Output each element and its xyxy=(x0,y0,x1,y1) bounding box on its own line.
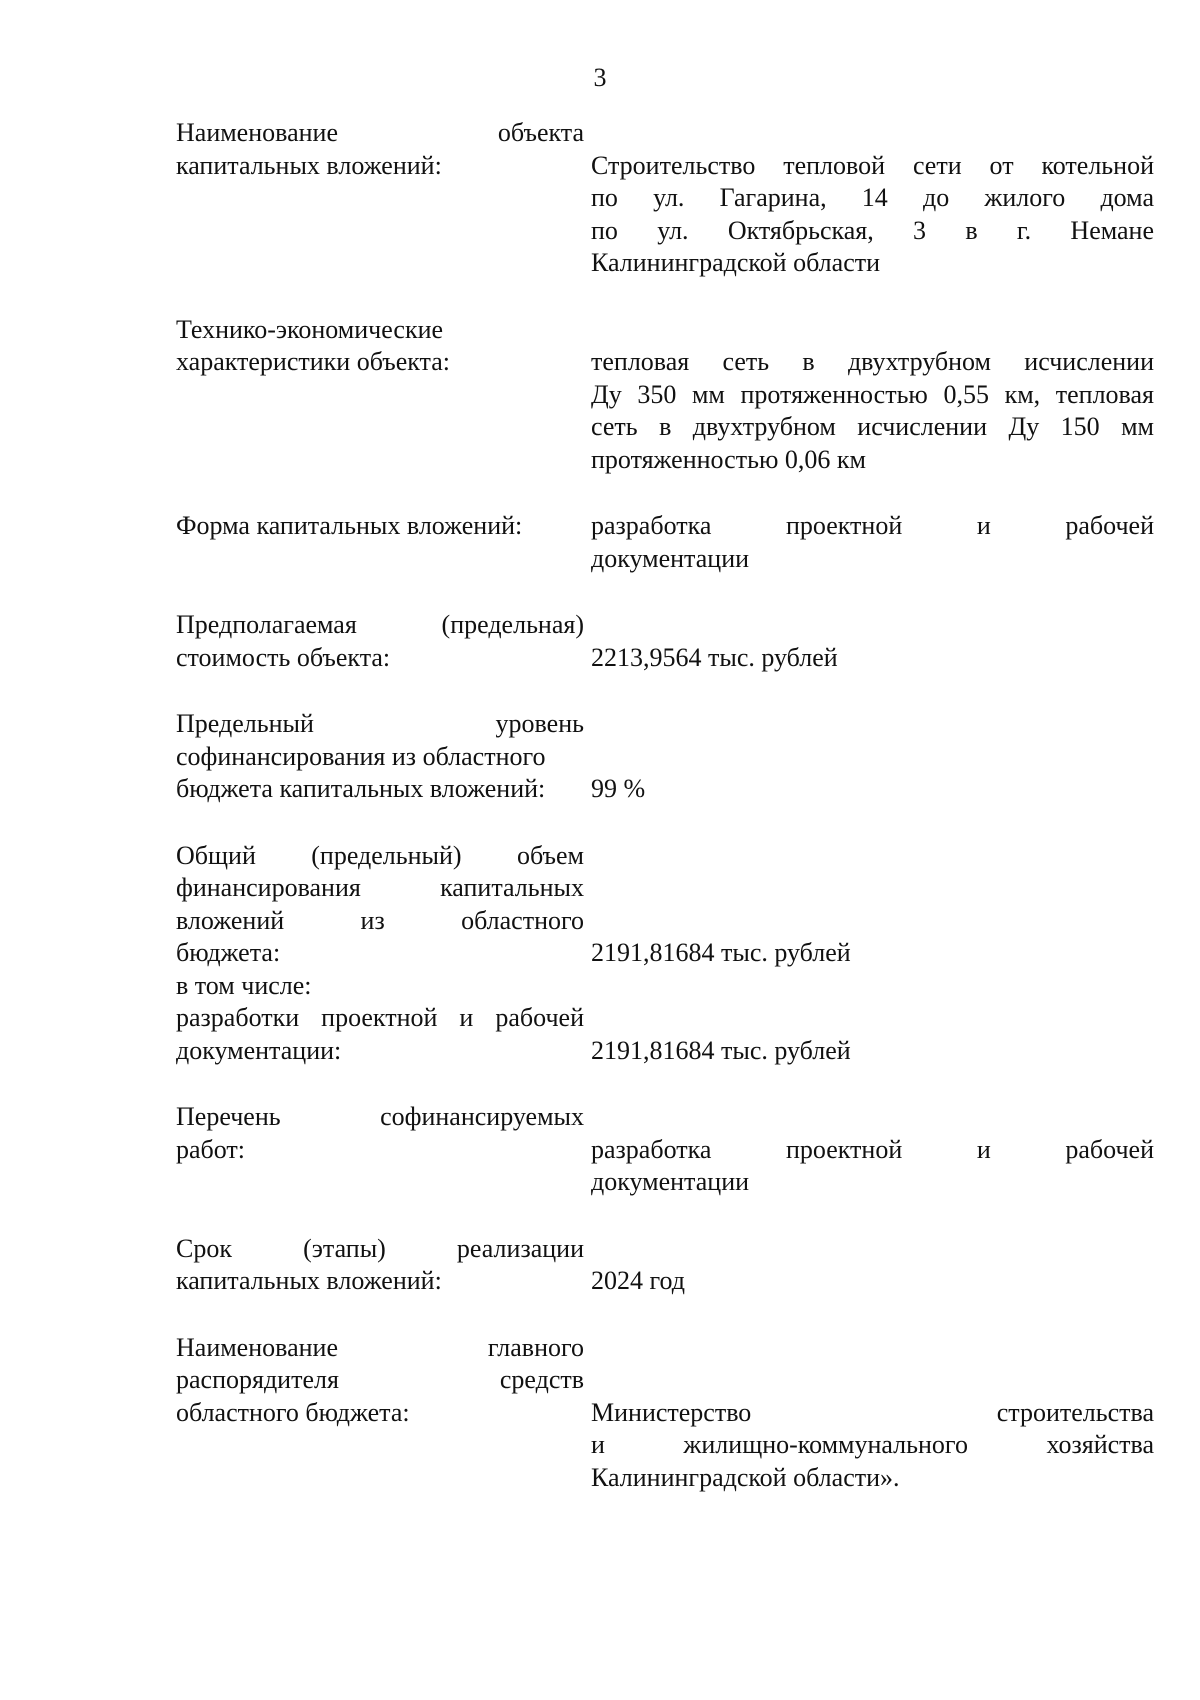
label-line: Наименование объекта xyxy=(176,118,584,147)
entry-implementation-term xyxy=(176,1233,1154,1298)
value-line: сеть в двухтрубном исчислении Ду 150 мм xyxy=(591,412,1154,441)
entry-object-name xyxy=(176,117,1154,280)
entry-cofinanced-works xyxy=(176,1101,1154,1199)
label-line: Форма капитальных вложений: xyxy=(176,511,523,540)
label-line: бюджета: xyxy=(176,938,281,967)
page-number: 3 xyxy=(593,63,607,92)
value-line: разработка проектной и рабочей xyxy=(591,1134,1154,1164)
entry-label xyxy=(176,510,584,543)
value-line: 99 % xyxy=(591,774,646,803)
value-line: по ул. Гагарина, 14 до жилого дома xyxy=(591,183,1154,212)
entry-value xyxy=(591,510,1154,575)
label-line: в том числе: xyxy=(176,970,312,1000)
label-line: работ: xyxy=(176,1134,246,1164)
label-line: Предполагаемая (предельная) xyxy=(176,610,584,639)
label-line: документации: xyxy=(176,1035,342,1065)
value-line: разработка проектной и рабочей xyxy=(591,511,1154,540)
entry-financing-volume xyxy=(176,840,1154,970)
label-line: капитальных вложений: xyxy=(176,1266,442,1295)
document-body xyxy=(176,117,1154,1528)
value-line: 2191,81684 тыс. рублей xyxy=(591,938,851,967)
value-line: документации xyxy=(591,1167,750,1196)
value-line: документации xyxy=(591,543,750,573)
entry-label xyxy=(176,1101,584,1166)
entry-value xyxy=(591,1035,1154,1068)
entry-value xyxy=(591,642,1154,675)
label-line: Предельный уровень xyxy=(176,709,584,738)
label-line: финансирования капитальных xyxy=(176,873,584,902)
entry-label xyxy=(176,117,584,182)
label-line: Наименование главного xyxy=(176,1332,584,1362)
value-line: и жилищно-коммунального хозяйства xyxy=(591,1430,1154,1459)
label-line: софинансирования из областного xyxy=(176,741,546,771)
label-line: Срок (этапы) реализации xyxy=(176,1233,584,1263)
value-line: тепловая сеть в двухтрубном исчислении xyxy=(591,347,1154,376)
entry-technical-characteristics xyxy=(176,314,1154,477)
entry-estimated-cost xyxy=(176,609,1154,674)
entry-label xyxy=(176,314,584,379)
value-line: по ул. Октябрьская, 3 в г. Немане xyxy=(591,215,1154,245)
entry-label xyxy=(176,708,584,806)
entry-label xyxy=(176,970,584,1068)
entry-value xyxy=(591,1265,1154,1298)
value-line: Калининградской области». xyxy=(591,1462,900,1492)
entry-budget-administrator xyxy=(176,1332,1154,1495)
entry-value xyxy=(591,773,1154,806)
value-line: 2024 год xyxy=(591,1266,685,1295)
value-line: Ду 350 мм протяженностью 0,55 км, тепловая xyxy=(591,379,1154,409)
entry-label xyxy=(176,1332,584,1430)
value-line: Калининградской области xyxy=(591,248,881,277)
entry-label xyxy=(176,840,584,970)
label-line: характеристики объекта: xyxy=(176,347,451,376)
label-line: Общий (предельный) объем xyxy=(176,840,584,870)
label-line: Перечень софинансируемых xyxy=(176,1102,584,1131)
entry-cofinancing-level xyxy=(176,708,1154,806)
entry-value xyxy=(591,1332,1154,1495)
label-line: бюджета капитальных вложений: xyxy=(176,774,546,803)
label-line: стоимость объекта: xyxy=(176,642,391,672)
value-line: 2191,81684 тыс. рублей xyxy=(591,1035,851,1065)
label-line: разработки проектной и рабочей xyxy=(176,1003,584,1032)
entry-value xyxy=(591,314,1154,477)
entry-value xyxy=(591,937,1154,970)
label-line: областного бюджета: xyxy=(176,1397,410,1427)
value-line: протяженностью 0,06 км xyxy=(591,444,866,474)
entry-financing-including xyxy=(176,970,1154,1068)
label-line: вложений из областного xyxy=(176,905,584,935)
label-line: Технико-экономические xyxy=(176,314,444,344)
value-line: Министерство строительства xyxy=(591,1397,1154,1427)
entry-label xyxy=(176,1233,584,1298)
entry-label xyxy=(176,609,584,674)
entry-value xyxy=(591,117,1154,280)
value-line: 2213,9564 тыс. рублей xyxy=(591,642,838,672)
entry-value xyxy=(591,1101,1154,1199)
label-line: распорядителя средств xyxy=(176,1365,584,1394)
value-line: Строительство тепловой сети от котельной xyxy=(591,150,1154,180)
label-line: капитальных вложений: xyxy=(176,150,442,180)
entry-investment-form xyxy=(176,510,1154,575)
